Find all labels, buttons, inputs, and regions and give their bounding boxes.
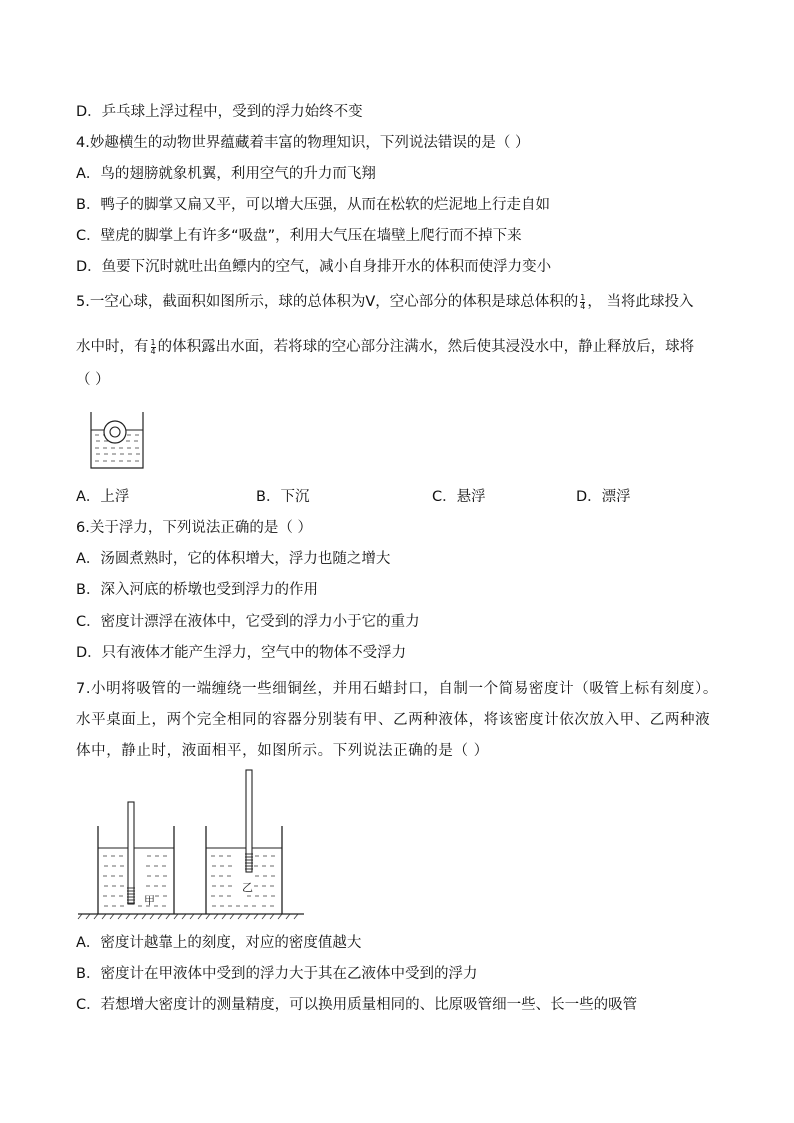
q7-figure	[76, 768, 308, 920]
q5-figure	[88, 410, 148, 472]
q7-stem: 7.小明将吸管的一端缠绕一些细铜丝，并用石蜡封口，自制一个简易密度计（吸管上标有刻度）。水平桌面上，两个完全相同的容器分别装有甲、乙两种液体，将该密度计依次放入甲、乙两种液体中，静止时，液面相平，如图所示。下列说法正确的是（ ）	[76, 681, 718, 759]
q6-option-d: D．只有液体才能产生浮力，空气中的物体不受浮力	[76, 645, 407, 661]
q4-stem: 4.妙趣横生的动物世界蕴藏着丰富的物理知识，下列说法错误的是（ ）	[76, 135, 530, 151]
q5-option-b: B．下沉	[256, 489, 310, 505]
q4-option-c: C．壁虎的脚掌上有许多“吸盘”，利用大气压在墙壁上爬行而不掉下来	[76, 228, 522, 244]
q6-option-c: C．密度计漂浮在液体中，它受到的浮力小于它的重力	[76, 614, 420, 630]
q4-option-d: D．鱼要下沉时就吐出鱼鳔内的空气，减小自身排开水的体积而使浮力变小	[76, 259, 552, 275]
q6-option-b: B．深入河底的桥墩也受到浮力的作用	[76, 582, 318, 598]
q5-stem-part3: 水中时，有	[76, 339, 149, 355]
q5-fraction-2: $\frac{1}{4}$	[150, 337, 156, 356]
q5-fraction-1: $\frac{1}{4}$	[580, 292, 586, 311]
q6-stem: 6.关于浮力，下列说法正确的是（ ）	[76, 520, 312, 536]
q7-option-a: A．密度计越靠上的刻度，对应的密度值越大	[76, 935, 362, 951]
q5-stem-part2: ， 当将此球投入	[587, 294, 694, 310]
q5-option-d: D．漂浮	[576, 489, 631, 505]
q5-stem-line2	[76, 337, 694, 357]
q5-stem-part4: 的体积露出水面，若将球的空心部分注满水，然后使其浸没水中，静止释放后，球将	[157, 339, 695, 355]
q7-label-jia: 甲	[144, 894, 155, 907]
q5-option-a: A．上浮	[76, 489, 130, 505]
q4-option-a: A．鸟的翅膀就象机翼，利用空气的升力而飞翔	[76, 166, 376, 182]
q4-option-b: B．鸭子的脚掌又扁又平，可以增大压强，从而在松软的烂泥地上行走自如	[76, 197, 550, 213]
q5-stem-part1: 5.一空心球，截面积如图所示，球的总体积为V，空心部分的体积是球总体积的	[76, 294, 579, 310]
q5-option-c: C．悬浮	[432, 489, 486, 505]
q7-label-yi: 乙	[242, 881, 253, 894]
q7-option-c: C．若想增大密度计的测量精度，可以换用质量相同的、比原吸管细一些、长一些的吸管	[76, 997, 638, 1013]
q6-option-a: A．汤圆煮熟时，它的体积增大，浮力也随之增大	[76, 551, 391, 567]
q7-option-b: B．密度计在甲液体中受到的浮力大于其在乙液体中受到的浮力	[76, 966, 478, 982]
q5-stem-line1	[76, 292, 693, 312]
q3-option-d: D．乒乓球上浮过程中，受到的浮力始终不变	[76, 104, 363, 120]
q5-stem-line3: （ ）	[76, 372, 110, 388]
